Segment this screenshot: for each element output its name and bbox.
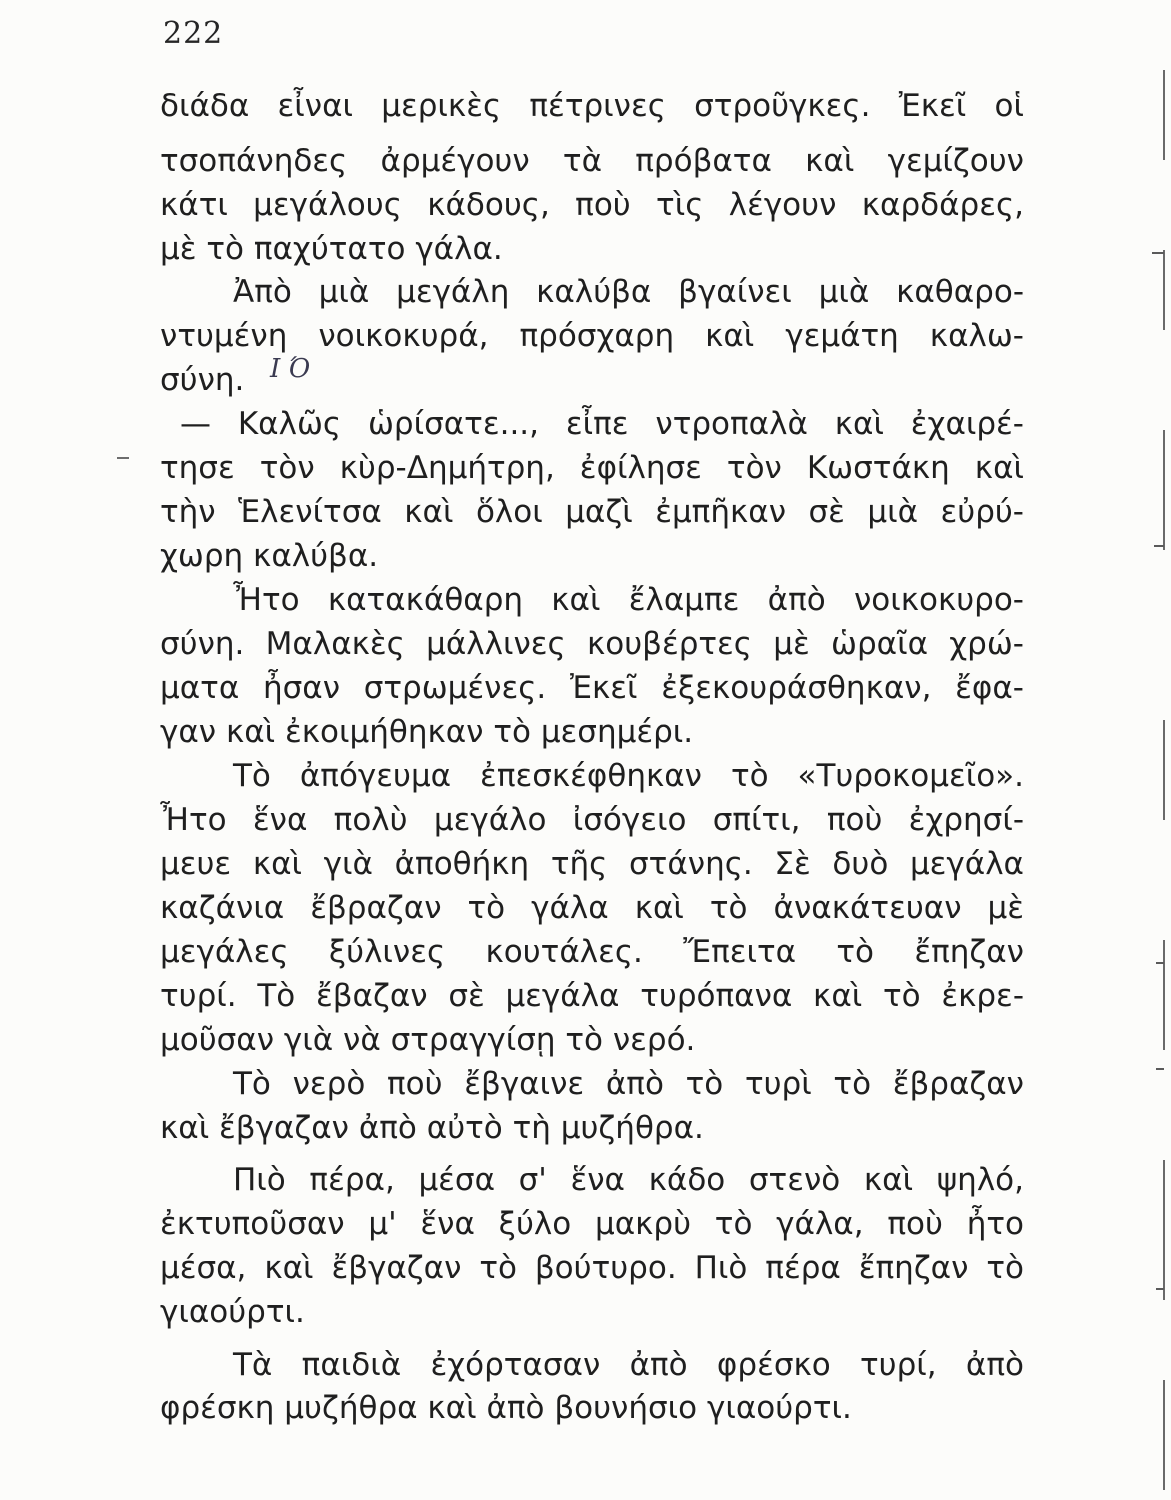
text-line: διάδα εἶναι μερικὲς πέτρινες στροῦγκες. Ἐκεῖ οἱ	[160, 88, 1024, 124]
text-line: κάτι μεγάλους κάδους, ποὺ τὶς λέγουν καρδάρες,	[160, 187, 1024, 223]
page-edge-mark	[1163, 70, 1165, 160]
text-line: τσοπάνηδες ἀρμέγουν τὰ πρόβατα καὶ γεμίζουν	[160, 143, 1024, 179]
text-line: Τὸ ἀπόγευμα ἐπεσκέφθηκαν τὸ «Τυροκομεῖο».	[233, 758, 1024, 794]
text-line: καζάνια ἔβραζαν τὸ γάλα καὶ τὸ ἀνακάτευαν μὲ	[160, 890, 1024, 926]
text-line: γιαούρτι.	[160, 1294, 305, 1330]
text-line: φρέσκη μυζήθρα καὶ ἀπὸ βουνήσιο γιαούρτι.	[160, 1390, 852, 1426]
page-edge-mark	[1163, 250, 1165, 330]
text-line: ἐκτυποῦσαν μ' ἕνα ξύλο μακρὺ τὸ γάλα, ποὺ ἦτο	[160, 1206, 1024, 1242]
text-line: γαν καὶ ἐκοιμήθηκαν τὸ μεσημέρι.	[160, 714, 694, 750]
text-line: μεγάλες ξύλινες κουτάλες. Ἔπειτα τὸ ἔπηζαν	[160, 934, 1024, 970]
text-line: Ἦτο κατακάθαρη καὶ ἔλαμπε ἀπὸ νοικοκυρο-	[233, 582, 1024, 618]
page-edge-tick	[1156, 962, 1164, 964]
page-edge-mark	[1163, 720, 1165, 820]
text-line: καὶ ἔβγαζαν ἀπὸ αὐτὸ τὴ μυζήθρα.	[160, 1110, 704, 1146]
text-line: σύνη.	[160, 362, 245, 398]
text-line: Πιὸ πέρα, μέσα σ' ἕνα κάδο στενὸ καὶ ψηλό,	[233, 1162, 1024, 1198]
page-edge-tick	[1156, 1068, 1164, 1070]
text-line: μὲ τὸ παχύτατο γάλα.	[160, 231, 503, 267]
text-line: μοῦσαν γιὰ νὰ στραγγίσῃ τὸ νερό.	[160, 1022, 696, 1058]
text-line: ντυμένη νοικοκυρά, πρόσχαρη καὶ γεμάτη καλω-	[160, 318, 1024, 354]
page-edge-mark	[1163, 940, 1165, 1050]
page-edge-tick	[1154, 545, 1164, 547]
text-line: Τὸ νερὸ ποὺ ἔβγαινε ἀπὸ τὸ τυρὶ τὸ ἔβραζαν	[233, 1066, 1024, 1102]
text-line: χωρη καλύβα.	[160, 538, 379, 574]
text-line: μευε καὶ γιὰ ἀποθήκη τῆς στάνης. Σὲ δυὸ μεγάλα	[160, 846, 1024, 882]
text-line: Ἦτο ἕνα πολὺ μεγάλο ἰσόγειο σπίτι, ποὺ ἐχρησί-	[160, 802, 1024, 838]
text-line: τὴν Ἑλενίτσα καὶ ὅλοι μαζὶ ἐμπῆκαν σὲ μιὰ εὐρύ-	[160, 494, 1024, 530]
text-line: Ἀπὸ μιὰ μεγάλη καλύβα βγαίνει μιὰ καθαρο-	[233, 274, 1024, 310]
text-line: τυρί. Τὸ ἔβαζαν σὲ μεγάλα τυρόπανα καὶ τὸ ἐκρε-	[160, 978, 1024, 1014]
text-line: — Καλῶς ὡρίσατε..., εἶπε ντροπαλὰ καὶ ἐχαιρέ-	[180, 406, 1024, 442]
text-line: τησε τὸν κὺρ-Δημήτρη, ἐφίλησε τὸν Κωστάκη καὶ	[160, 450, 1024, 486]
page-edge-tick	[1156, 1288, 1164, 1290]
margin-mark	[117, 457, 129, 459]
page-edge-tick	[1152, 252, 1164, 254]
text-line: σύνη. Μαλακὲς μάλλινες κουβέρτες μὲ ὡραῖα χρώ-	[160, 626, 1024, 662]
page-edge-mark	[1163, 430, 1165, 550]
text-line: μέσα, καὶ ἔβγαζαν τὸ βούτυρο. Πιὸ πέρα ἔπηζαν τὸ	[160, 1250, 1024, 1286]
page-edge-mark	[1163, 1380, 1165, 1490]
text-line: ματα ἦσαν στρωμένες. Ἐκεῖ ἐξεκουράσθηκαν, ἔφα-	[160, 670, 1024, 706]
page-number: 222	[163, 16, 224, 51]
handwritten-note: Ι Ό	[270, 354, 311, 384]
page-edge-mark	[1163, 1160, 1165, 1300]
text-line: Τὰ παιδιὰ ἐχόρτασαν ἀπὸ φρέσκο τυρί, ἀπὸ	[233, 1347, 1024, 1383]
